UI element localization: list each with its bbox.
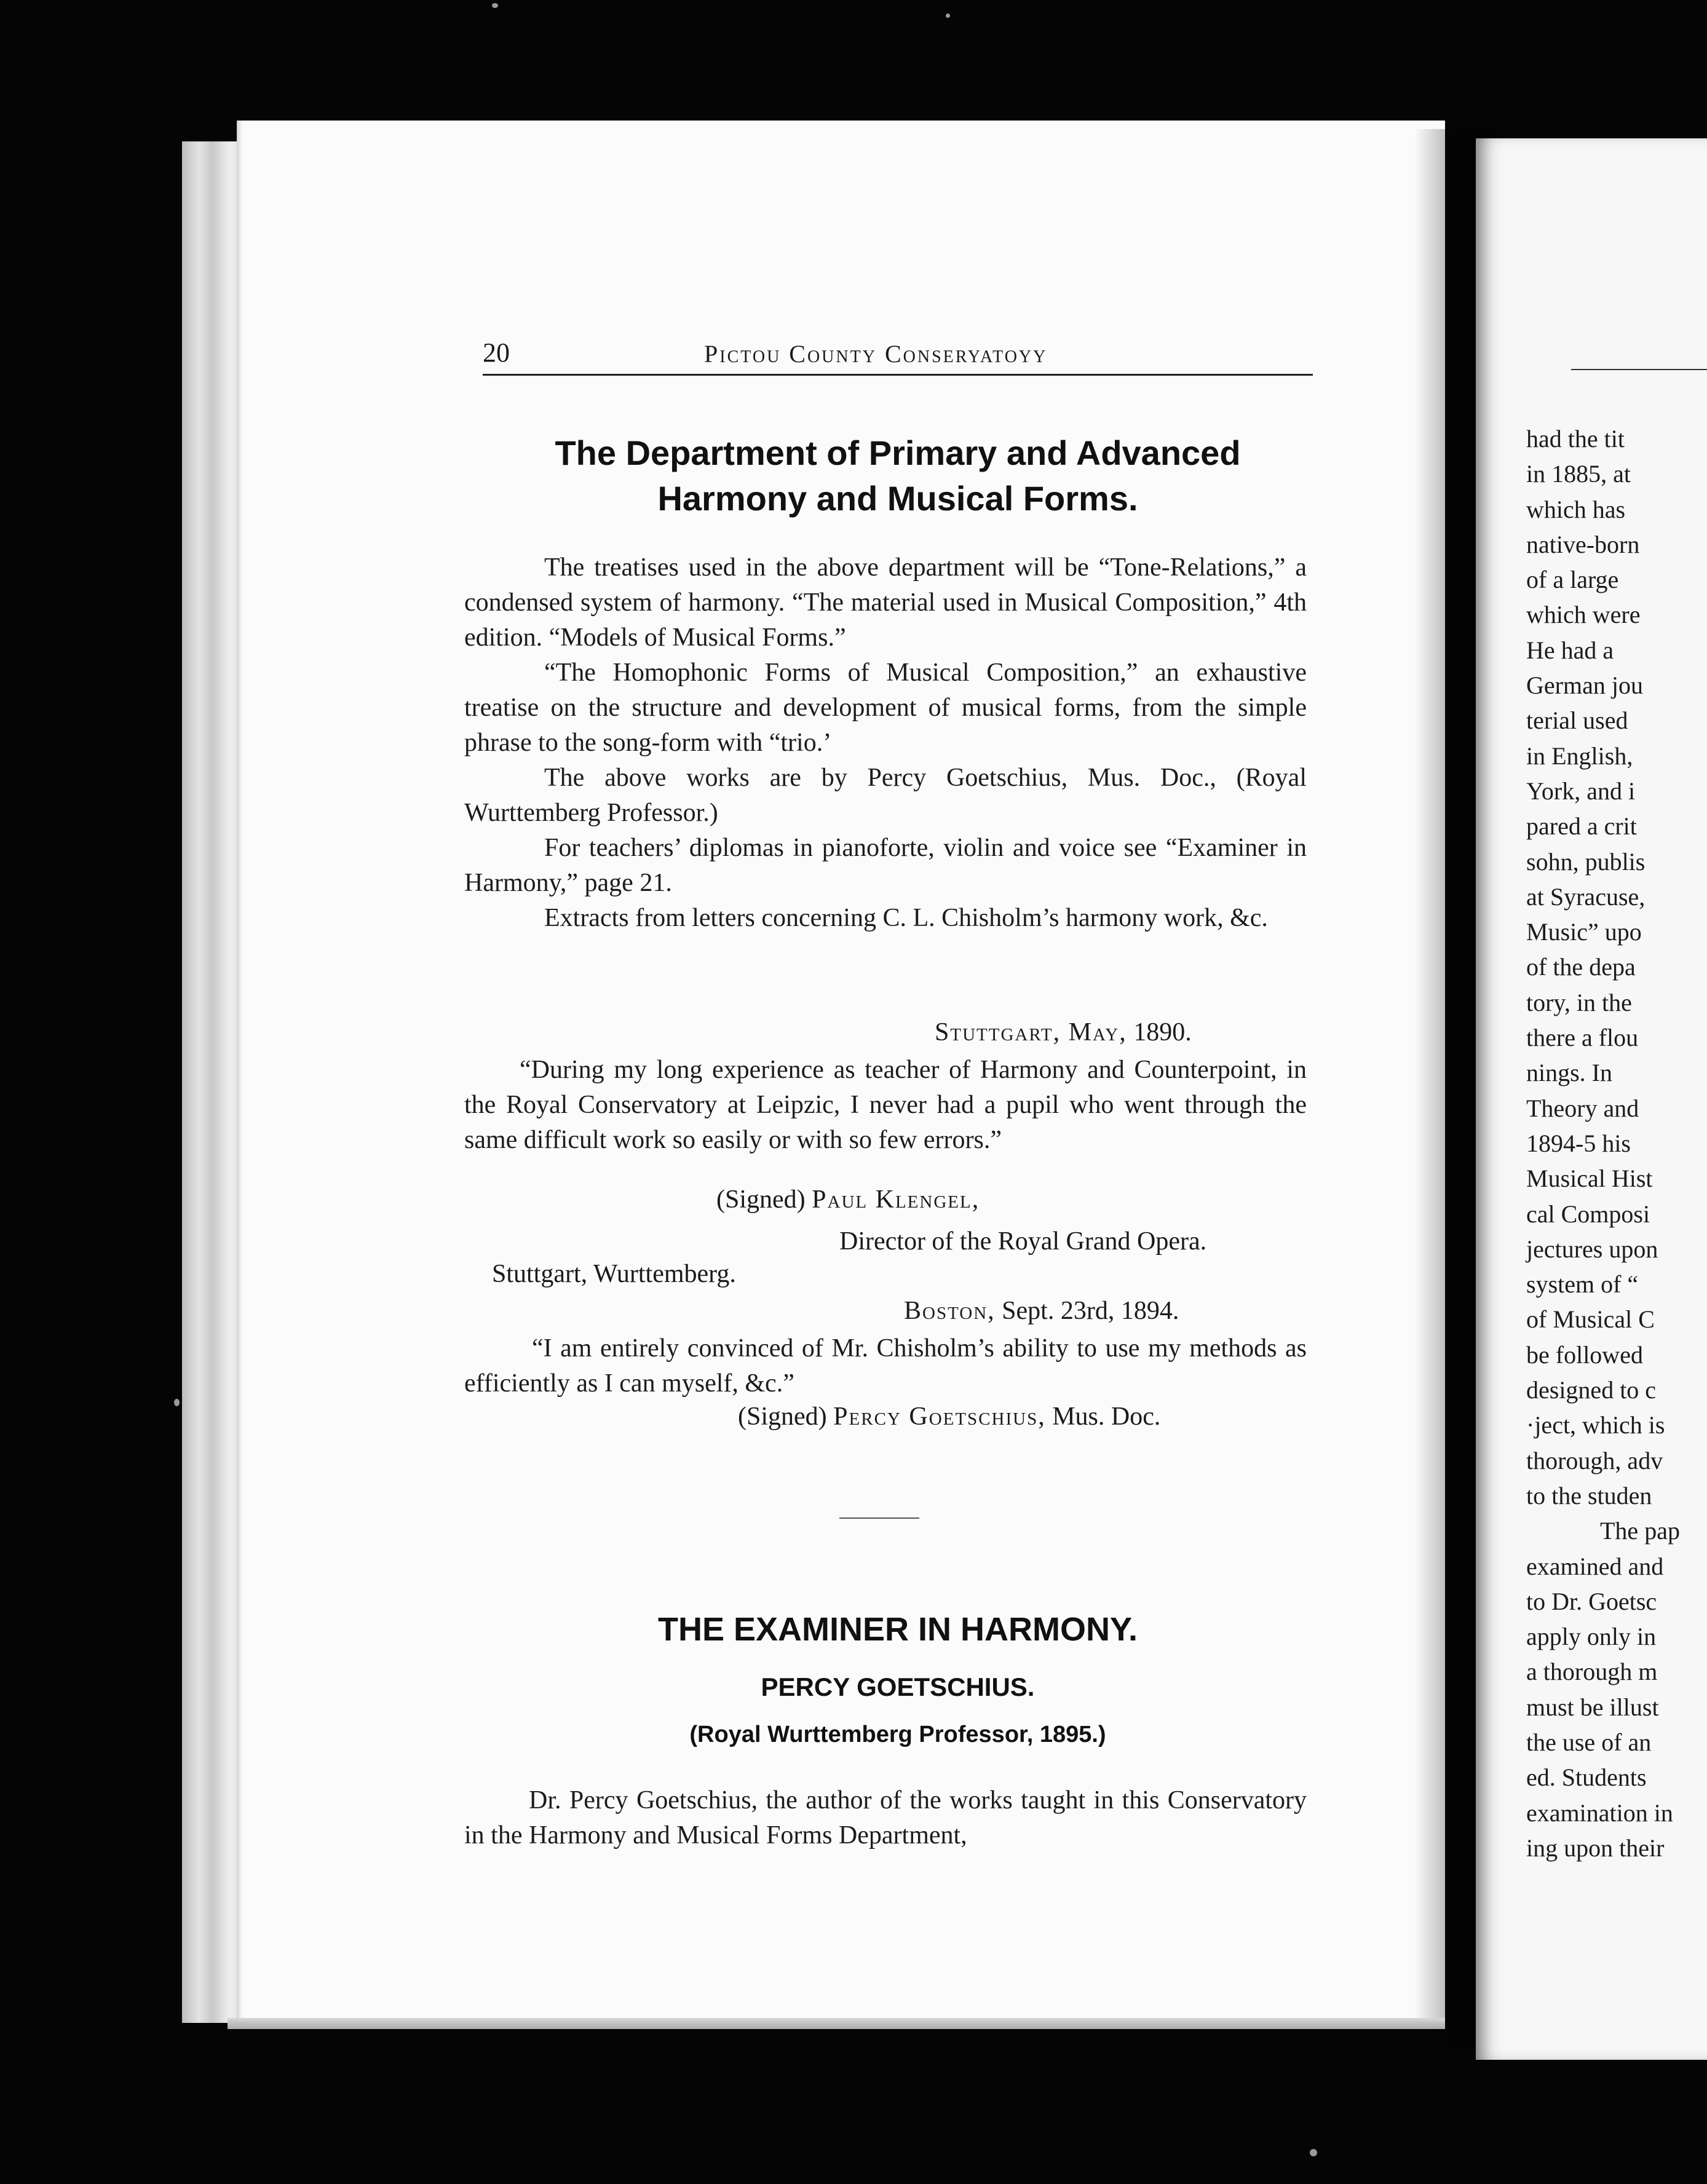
right-page-line: Music” upo bbox=[1526, 918, 1642, 946]
right-page-line: thorough, adv bbox=[1526, 1446, 1663, 1474]
right-page-line: in 1885, at bbox=[1526, 460, 1631, 488]
examiner-subtitle: (Royal Wurttemberg Professor, 1895.) bbox=[689, 1722, 1106, 1747]
right-page-line: nings. In bbox=[1526, 1059, 1612, 1087]
page-number: 20 bbox=[483, 338, 510, 368]
right-page-line: had the tit bbox=[1526, 425, 1625, 453]
scan-speck bbox=[946, 14, 950, 18]
right-page-line: which has bbox=[1526, 495, 1626, 523]
right-page-line: to the studen bbox=[1526, 1481, 1652, 1509]
right-page-line: which were bbox=[1526, 601, 1641, 629]
paragraph: The treatises used in the above department will be “Tone-Relations,” a condensed system of harmony. “The material used in Musical Composition,” 4th edition. “Models of Musical Forms.” bbox=[464, 553, 1307, 652]
scan-speck bbox=[1310, 2149, 1317, 2156]
right-page-line: He had a bbox=[1526, 636, 1614, 664]
right-page-line: in English, bbox=[1526, 742, 1633, 770]
running-header bbox=[483, 337, 1313, 380]
right-page-line: tory, in the bbox=[1526, 988, 1632, 1016]
right-page-line: ing upon their bbox=[1526, 1834, 1665, 1862]
paragraph: For teachers’ diplomas in pianoforte, violin and voice see “Examiner in Harmony,” page 21. bbox=[464, 834, 1307, 897]
page-bottom-edge bbox=[228, 2018, 1445, 2029]
letter1-signer-title: Director of the Royal Grand Opera. bbox=[839, 1227, 1207, 1256]
letter1-signer: Paul Klengel, bbox=[812, 1185, 980, 1214]
department-heading bbox=[483, 430, 1313, 521]
right-page-line: jectures upon bbox=[1526, 1235, 1658, 1263]
right-page-line: terial used bbox=[1526, 706, 1628, 735]
examiner-body bbox=[464, 1783, 1307, 1853]
right-page-line: be followed bbox=[1526, 1340, 1643, 1369]
letter1-quote: “During my long experience as teacher of Harmony and Counterpoint, in the Royal Conservatory at Leipzic, I never had a pupil who went through the same difficult work so easily or with so few errors.” bbox=[464, 1056, 1307, 1154]
right-page-line: the use of an bbox=[1526, 1728, 1652, 1756]
letter2-dateline-date: Sept. 23rd, 1894. bbox=[1002, 1297, 1179, 1325]
right-page-line: apply only in bbox=[1526, 1623, 1657, 1651]
closing-paragraph: Dr. Percy Goetschius, the author of the works taught in this Conservatory in the Harmony and Musical Forms Department, bbox=[464, 1786, 1307, 1850]
examiner-name: PERCY GOETSCHIUS. bbox=[761, 1672, 1035, 1701]
letter1-location: Stuttgart, Wurttemberg. bbox=[492, 1260, 736, 1288]
right-header-rule bbox=[1571, 369, 1707, 370]
letter2-signature bbox=[738, 1402, 1160, 1431]
header-rule bbox=[483, 374, 1313, 376]
department-body bbox=[464, 550, 1307, 936]
running-title: Pictou County Conseryatoyy bbox=[704, 340, 1048, 368]
right-page-line: system of “ bbox=[1526, 1270, 1639, 1299]
right-page-line: 1894-5 his bbox=[1526, 1129, 1631, 1157]
letter2-quote-block bbox=[464, 1331, 1307, 1401]
scan-speck bbox=[492, 3, 498, 8]
letter2-signed-prefix: (Signed) bbox=[738, 1403, 827, 1431]
paragraph: The above works are by Percy Goetschius, Mus. Doc., (Royal Wurttemberg Professor.) bbox=[464, 764, 1307, 827]
letter1-quote-block bbox=[464, 1053, 1307, 1158]
right-page-text bbox=[1526, 421, 1707, 1866]
right-page-line: York, and i bbox=[1526, 777, 1636, 805]
right-page-line: of a large bbox=[1526, 566, 1619, 594]
department-heading-line2: Harmony and Musical Forms. bbox=[657, 479, 1138, 518]
right-page-line: examined and bbox=[1526, 1552, 1664, 1580]
right-page-line: cal Composi bbox=[1526, 1200, 1650, 1228]
letter2-dateline-place: Boston, bbox=[904, 1297, 996, 1325]
right-page-line: ·ject, which is bbox=[1526, 1411, 1665, 1439]
letter1-signed-prefix: (Signed) bbox=[716, 1185, 806, 1214]
right-page-line: Theory and bbox=[1526, 1094, 1639, 1122]
department-heading-line1: The Department of Primary and Advanced bbox=[555, 433, 1241, 472]
right-page-line: ed. Students bbox=[1526, 1763, 1647, 1792]
letter1-signature bbox=[716, 1185, 980, 1214]
right-page-line: of Musical C bbox=[1526, 1305, 1655, 1334]
right-page-line: there a flou bbox=[1526, 1024, 1639, 1052]
paragraph: Extracts from letters concerning C. L. Chisholm’s harmony work, &c. bbox=[544, 904, 1268, 932]
right-page-line: sohn, publis bbox=[1526, 847, 1646, 876]
right-page-line: to Dr. Goetsc bbox=[1526, 1587, 1657, 1615]
right-page-line: a thorough m bbox=[1526, 1658, 1658, 1686]
right-page-line: examination in bbox=[1526, 1798, 1673, 1827]
scan-speck bbox=[174, 1399, 180, 1406]
examiner-heading: THE EXAMINER IN HARMONY. bbox=[657, 1611, 1138, 1648]
letter2-signer: Percy Goetschius, bbox=[833, 1403, 1046, 1431]
paragraph: “The Homophonic Forms of Musical Composition,” an exhaustive treatise on the structure and development of musical forms, from the simple phrase to the song-form with “trio.’ bbox=[464, 659, 1307, 757]
section-divider bbox=[839, 1517, 919, 1519]
letter1-dateline-place: Stuttgart, May, bbox=[935, 1018, 1127, 1046]
right-page-line: pared a crit bbox=[1526, 812, 1637, 841]
letter1-dateline-year: 1890. bbox=[1133, 1018, 1192, 1046]
letter2-quote: “I am entirely convinced of Mr. Chisholm’s ability to use my methods as efficiently as I can myself, &c.” bbox=[464, 1334, 1307, 1398]
right-page bbox=[1476, 138, 1707, 2060]
right-page-line: The pap bbox=[1600, 1517, 1680, 1545]
right-page-line: designed to c bbox=[1526, 1376, 1657, 1404]
right-page-line: Musical Hist bbox=[1526, 1165, 1653, 1193]
letter2-signer-suffix: Mus. Doc. bbox=[1052, 1403, 1161, 1431]
right-page-line: of the depa bbox=[1526, 953, 1636, 981]
right-page-line: German jou bbox=[1526, 671, 1643, 700]
letter1-dateline bbox=[935, 1018, 1192, 1047]
right-page-line: at Syracuse, bbox=[1526, 882, 1646, 911]
right-page-line: must be illust bbox=[1526, 1693, 1659, 1721]
letter2-dateline bbox=[904, 1296, 1179, 1326]
right-page-line: native-born bbox=[1526, 530, 1640, 558]
